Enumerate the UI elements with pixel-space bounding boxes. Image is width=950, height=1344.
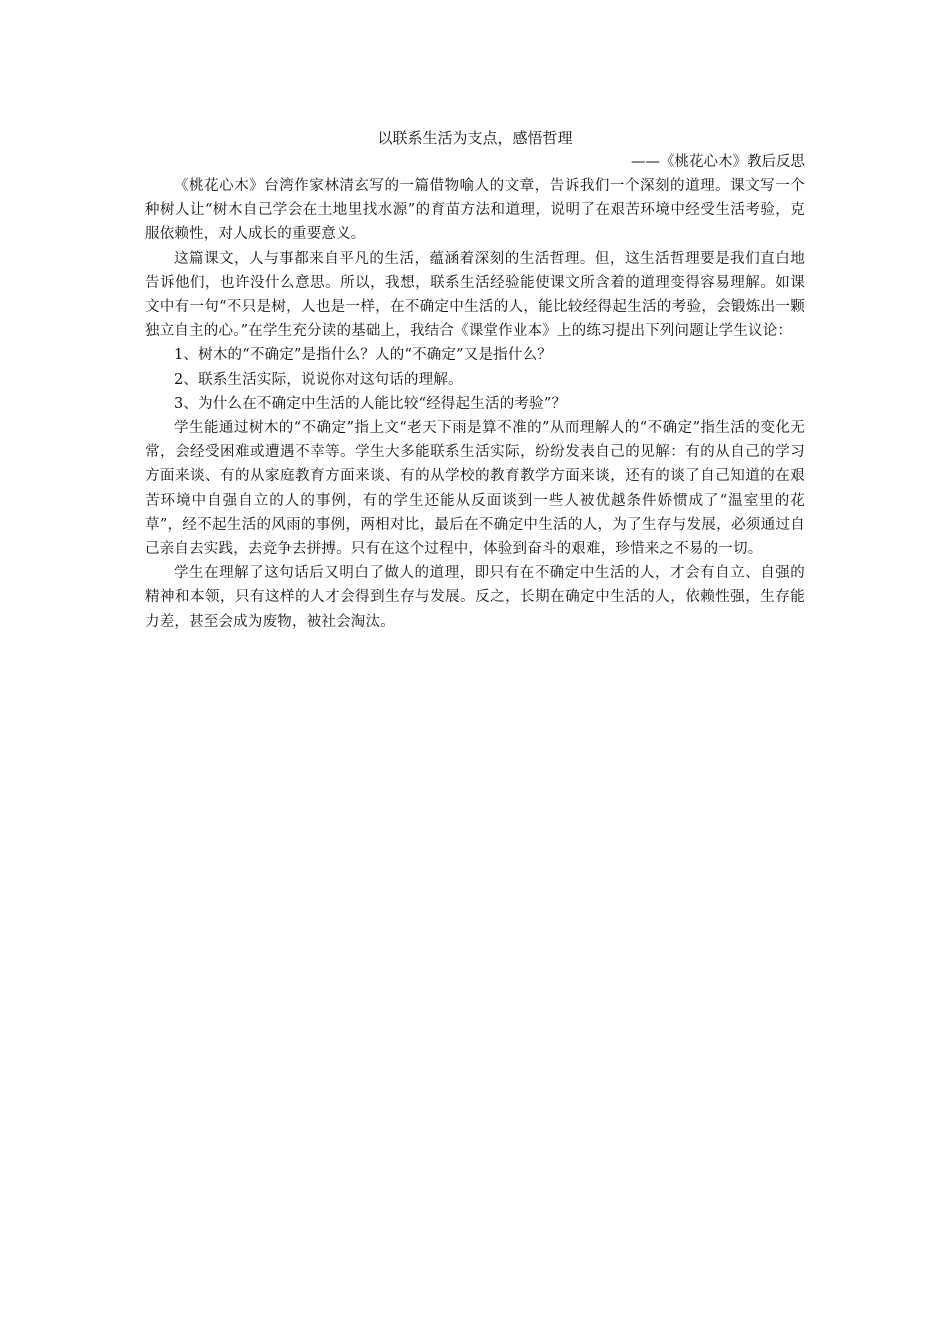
question-item-3: 3、为什么在不确定中生活的人能比较“经得起生活的考验”？: [174, 395, 567, 412]
document-title: 以联系生活为支点，感悟哲理: [377, 129, 573, 147]
paragraph-discussion: 学生能通过树木的“不确定”指上文“老天下雨是算不准的”从而理解人的“不确定”指生活的变化无常，会经受困难或遭遇不幸等。学生大多能联系生活实际，纷纷发表自己的见解：有的从自己的学习方面来谈、有的从家庭教育方面来谈、有的从学校的教育教学方面来谈，还有的谈了自己知道的在艰苦环境中自强自立的人的事例，有的学生还能从反面谈到一些人被优越条件娇惯成了“温室里的花草”，经不起生活的风雨的事例，两相对比，最后在不确定中生活的人，为了生存与发展，必须通过自己亲自去实践，去竞争去拼搏。只有在这个过程中，体验到奋斗的艰难，珍惜来之不易的一切。: [145, 420, 805, 558]
paragraph-intro: 《桃花心木》台湾作家林清玄写的一篇借物喻人的文章，告诉我们一个深刻的道理。课文写一个种树人让“树木自己学会在土地里找水源”的育苗方法和道理，说明了在艰苦环境中经受生活考验，克服依赖性，对人成长的重要意义。: [145, 178, 805, 243]
paragraph-conclusion: 学生在理解了这句话后又明白了做人的道理，即只有在不确定中生活的人，才会有自立、自强的精神和本领，只有这样的人才会得到生存与发展。反之，长期在确定中生活的人，依赖性强，生存能力差，甚至会成为废物，被社会淘汰。: [145, 565, 805, 630]
paragraph-method: 这篇课文，人与事都来自平凡的生活，蕴涵着深刻的生活哲理。但，这生活哲理要是我们直白地告诉他们，也许没什么意思。所以，我想，联系生活经验能使课文所含着的道理变得容易理解。如课文中有一句“不只是树，人也是一样，在不确定中生活的人，能比较经得起生活的考验，会锻炼出一颗独立自主的心。”在学生充分读的基础上，我结合《课堂作业本》上的练习提出下列问题让学生议论：: [145, 250, 805, 340]
document-subtitle: ——《桃花心木》教后反思: [631, 154, 805, 170]
document-body: [145, 126, 805, 634]
question-item-2: 2、联系生活实际，说说你对这句话的理解。: [174, 371, 463, 388]
question-item-1: 1、树木的“不确定”是指什么？人的“不确定”又是指什么？: [174, 347, 552, 364]
